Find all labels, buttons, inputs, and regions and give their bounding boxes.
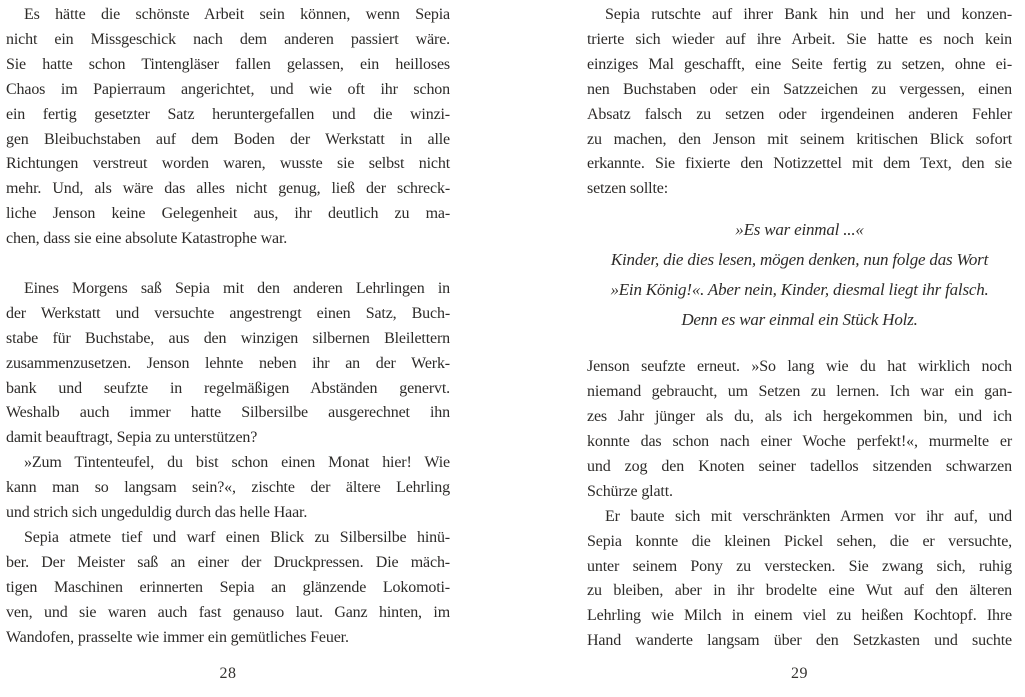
text-line: »Zum Tintenteufel, du bist schon einen Monat hier! Wie xyxy=(24,454,450,472)
text-line: Es hätte die schönste Arbeit sein können, wenn Sepia xyxy=(24,6,450,23)
text-line: tigen Maschinen erinnerten Sepia an glänzende Lokomoti- xyxy=(6,578,450,596)
text-line: kann man so langsam sein?«, zischte der ältere Lehrling xyxy=(6,479,450,497)
paragraph xyxy=(6,451,450,526)
text-line: zusammenzusetzen. Jenson lehnte neben ihr an der Werk- xyxy=(6,354,450,372)
text-line: Weshalb auch immer hatte Silbersilbe ausgerechnet ihn xyxy=(6,404,450,422)
text-line: und zog den Knoten seiner tadellos sitzenden schwarzen xyxy=(587,457,1012,475)
paragraph xyxy=(6,526,450,651)
text-line: setzen sollte: xyxy=(587,180,668,198)
paragraph-spacer xyxy=(6,252,450,277)
text-line: nicht ein Missgeschick nach dem anderen passiert wäre. xyxy=(6,30,450,48)
text-line: und strich sich ungeduldig durch das helle Haar. xyxy=(6,504,308,522)
text-line: einziges Mal geschafft, eine Seite fertig zu setzen, ohne ei- xyxy=(587,55,1012,73)
text-line: mehr. Und, als wäre das alles nicht genug, ließ der schreck- xyxy=(6,180,450,198)
text-line: Wandofen, prasselte wie immer ein gemütliches Feuer. xyxy=(6,628,349,646)
text-line: Lehrling wie Milch in einem viel zu heißen Kochtopf. Ihre xyxy=(587,607,1012,625)
paragraph xyxy=(587,3,1012,202)
page-left-text xyxy=(6,0,450,651)
text-line: niemand gebraucht, um Setzen zu lernen. Ich war ein gan- xyxy=(587,383,1012,401)
text-line: Sepia rutschte auf ihrer Bank hin und her und konzen- xyxy=(605,6,1012,23)
page-right-number: 29 xyxy=(791,665,808,682)
quote-line: Denn es war einmal ein Stück Holz. xyxy=(681,310,918,330)
text-line: Hand wanderte langsam über den Setzkasten und suchte xyxy=(587,632,1012,650)
page-left xyxy=(6,0,450,697)
typeset-quote-block xyxy=(587,215,1012,335)
text-line: Jenson seufzte erneut. »So lang wie du hat wirklich noch xyxy=(587,358,1012,376)
text-line: liche Jenson keine Gelegenheit aus, ihr deutlich zu ma- xyxy=(6,205,450,223)
text-line: ein fertig gesetzter Satz heruntergefallen und die winzi- xyxy=(6,105,450,123)
text-line: gen Bleibuchstaben auf dem Boden der Werkstatt in alle xyxy=(6,130,450,148)
text-line: stabe für Buchstabe, aus den winzigen silbernen Bleilettern xyxy=(6,329,450,347)
text-line: bank und seufzte in regelmäßigen Abständen genervt. xyxy=(6,379,450,397)
paragraph xyxy=(587,505,1012,654)
text-line: Sepia konnte die kleinen Pickel sehen, die er versuchte, xyxy=(587,532,1012,550)
text-line: zu bleiben, aber in ihr brodelte eine Wut auf den älteren xyxy=(587,582,1012,600)
text-line: zes Jahr jünger als du, als ich hergekommen bin, und ich xyxy=(587,408,1012,426)
text-line: Sie hatte schon Tintengläser fallen gelassen, ein heilloses xyxy=(6,55,450,73)
text-line: unter seinem Pony zu verstecken. Sie zwang sich, ruhig xyxy=(587,557,1012,575)
text-line: konnte das schon nach einer Woche perfekt!«, murmelte er xyxy=(587,432,1012,450)
text-line: Absatz falsch zu setzen oder irgendeinen anderen Fehler xyxy=(587,105,1012,123)
text-line: ber. Der Meister saß an einer der Druckpressen. Die mäch- xyxy=(6,553,450,571)
quote-line: »Es war einmal ...« xyxy=(735,220,864,240)
page-left-number: 28 xyxy=(219,665,237,682)
paragraph xyxy=(6,277,450,451)
text-line: erkannte. Sie fixierte den Notizzettel mit dem Text, den sie xyxy=(587,155,1012,173)
quote-line: Kinder, die dies lesen, mögen denken, nun folge das Wort xyxy=(610,250,989,270)
text-line: Er baute sich mit verschränkten Armen vor ihr auf, und xyxy=(605,507,1012,525)
text-line: Richtungen verstreut worden waren, wusste sie selbst nicht xyxy=(6,155,450,173)
text-line: damit beauftragt, Sepia zu unterstützen? xyxy=(6,429,258,447)
page-right xyxy=(587,0,1012,697)
text-line: Schürze glatt. xyxy=(587,482,673,500)
text-line: chen, dass sie eine absolute Katastrophe war. xyxy=(6,230,288,248)
text-line: Eines Morgens saß Sepia mit den anderen Lehrlingen in xyxy=(24,279,450,297)
text-line: Sepia atmete tief und warf einen Blick zu Silbersilbe hinü- xyxy=(24,529,450,547)
text-line: Chaos im Papierraum angerichtet, und wie oft ihr schon xyxy=(6,80,450,98)
quote-line: »Ein König!«. Aber nein, Kinder, diesmal liegt ihr falsch. xyxy=(610,280,989,300)
text-line: ven, und sie waren auch fast genauso laut. Ganz hinten, im xyxy=(6,603,450,621)
page-right-text xyxy=(587,0,1012,654)
text-line: nen Buchstaben oder ein Satzzeichen zu vergessen, einen xyxy=(587,80,1012,98)
text-line: der Werkstatt und versuchte angestrengt einen Satz, Buch- xyxy=(6,304,450,322)
paragraph xyxy=(6,3,450,252)
text-line: zu machen, den Jenson mit seinem kritischen Blick sofort xyxy=(587,130,1012,148)
text-line: trierte sich wieder auf ihre Arbeit. Sie hatte es noch kein xyxy=(587,30,1012,48)
paragraph xyxy=(587,355,1012,504)
